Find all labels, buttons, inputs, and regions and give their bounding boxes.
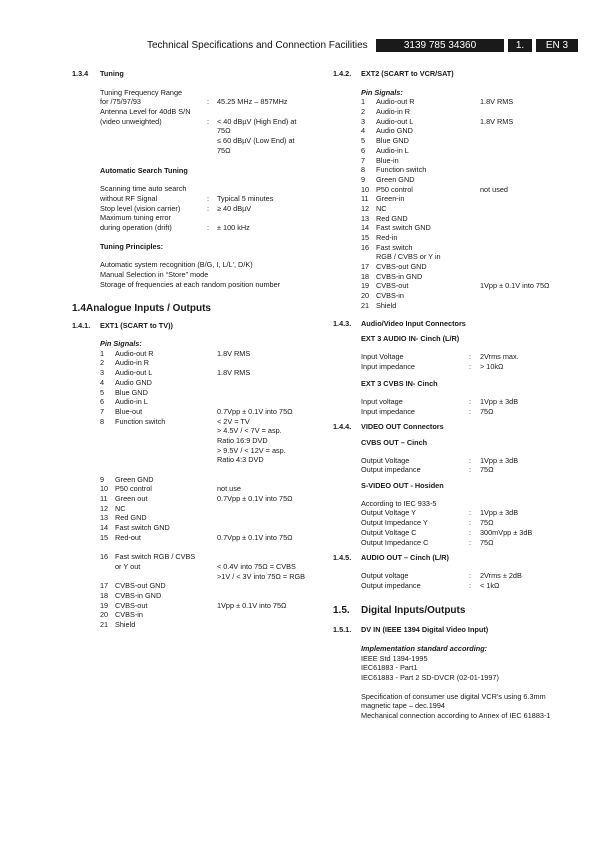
pin-value: 1Vpp ± 0.1V into 75Ω [480,281,550,291]
spec-value: 1Vpp ± 3dB [480,508,519,518]
pin-number: 6 [361,145,366,155]
pin-number: 21 [100,620,109,629]
pin-value: 1.8V RMS [480,97,514,107]
pin-row [333,301,583,311]
spec-row [333,362,583,372]
text-line-content: Storage of frequencies at each random position number [100,279,281,289]
spec-label: Input impedance [361,361,415,371]
pin-signal: Audio-in L [376,145,409,155]
pin-signal: CVBS-out GND [115,581,166,591]
pin-signal: CVBS-in GND [376,271,423,281]
spec-value: 75Ω [217,145,231,155]
pin-signal: Audio-out L [376,116,414,126]
pin-signal: Shield [115,620,136,629]
pin-value: < 2V = TV [217,416,250,426]
spec-label: Stop level (vision carrier) [100,203,181,213]
pin-number: 17 [361,262,370,272]
pin-signal: Blue GND [376,136,409,146]
pin-row [333,165,583,175]
spec-row [333,508,583,518]
spec-label: for /75/97/93 [100,97,141,107]
pin-number: 1 [100,348,105,358]
ext3-cvbs-heading: EXT 3 CVBS IN- Cinch [361,379,438,389]
pin-number: 3 [100,368,105,378]
spec-value: 2Vrms ± 2dB [480,570,522,580]
section-1-4-2-heading: 1.4.2. EXT2 (SCART to VCR/SAT) [333,69,454,78]
pin-row [72,552,322,562]
text-line [333,663,583,673]
pin-row [333,126,583,136]
spec-row [333,571,583,581]
pin-row [72,513,322,523]
pin-row [333,194,583,204]
spec-label: Input Voltage [361,351,404,361]
pin-number: 19 [100,600,109,610]
pin-row [72,610,322,620]
pin-signal: NC [376,203,387,213]
pin-row [72,368,322,378]
pin-number: 8 [100,416,105,426]
pin-row [333,281,583,291]
page-number-badge: 1. [508,39,532,52]
pin-number: 20 [361,291,370,301]
pin-number: 17 [100,581,109,591]
pin-row [72,523,322,533]
pin-signal: CVBS-out [115,600,148,610]
spec-colon: : [469,465,472,475]
pin-signal: Green GND [376,174,415,184]
spec-value: ± 100 kHz [217,222,250,232]
text-line [333,673,583,683]
spec-row [333,397,583,407]
pin-signal: P50 control [115,484,152,494]
pin-number: 16 [100,552,109,562]
spec-colon: : [469,537,472,547]
pin-value: > 9.5V / < 12V = asp. [217,445,286,455]
spec-value: > 10kΩ [480,361,504,371]
pin-signal: Audio-out R [115,348,154,358]
pin-value: not use [217,484,241,494]
pin-signal: Audio GND [376,126,413,136]
pin-row [72,349,322,359]
spec-colon: : [469,455,472,465]
pin-number: 14 [100,523,109,533]
text-line [333,711,583,721]
pin-row [333,185,583,195]
pin-row [333,156,583,166]
s-video-standard-note: According to IEC 933-5 [361,498,437,508]
pin-signal: Blue-in [376,155,399,165]
spec-colon: : [207,97,210,107]
spec-row [333,352,583,362]
spec-row [333,465,583,475]
pin-signal: Green GND [115,474,154,484]
s-video-out-spec-list [333,508,583,547]
pin-row [72,436,322,446]
pin-number: 6 [100,397,105,407]
text-line [72,280,322,290]
pin-value: Ratio 4:3 DVD [217,455,264,465]
auto-search-spec-list [72,184,322,232]
pin-row [72,504,322,514]
pin-number: 3 [361,116,366,126]
spec-label: during operation (drift) [100,222,172,232]
spec-value: 75Ω [480,537,494,547]
pin-signal: Fast switch [376,242,413,252]
pin-row [333,291,583,301]
spec-colon: : [469,570,472,580]
pin-row [72,397,322,407]
auto-search-heading: Automatic Search Tuning [100,165,188,175]
pin-row [333,97,583,107]
pin-row [333,204,583,214]
pin-signal: Fast switch RGB / CVBS [115,552,196,562]
pin-value: 0.7Vpp ± 0.1V into 75Ω [217,494,293,504]
ext3-cvbs-spec-list [333,397,583,416]
s-video-out-heading: S-VIDEO OUT - Hosiden [361,481,444,491]
tuning-principles-heading: Tuning Principles: [100,241,164,251]
pin-row [333,117,583,127]
implementation-standard-heading: Implementation standard according: [361,643,488,653]
spec-row [72,107,322,117]
section-1-4-5-heading: 1.4.5. AUDIO OUT – Cinch (L/R) [333,553,449,563]
pin-row [333,262,583,272]
text-line-content: magnetic tape – dec.1994 [361,701,445,711]
pin-number: 16 [361,242,370,252]
specification-note [333,692,583,721]
pin-row [72,407,322,417]
pin-value: not used [480,184,508,194]
pin-number: 12 [361,203,370,213]
spec-label: Output Voltage Y [361,508,417,518]
pin-signal: CVBS-out [376,281,409,291]
right-column [333,69,583,721]
pin-value: 1Vpp ± 0.1V into 75Ω [217,600,287,610]
pin-signal: CVBS-in [376,291,404,301]
spec-value: 75Ω [480,465,494,475]
pin-number: 5 [100,387,105,397]
pin-value: 1.8V RMS [217,368,251,378]
spec-label: Input voltage [361,396,403,406]
spec-row [72,146,322,156]
pin-row [333,223,583,233]
text-line-content: Manual Selection in “Store” mode [100,270,209,279]
pin-signal: P50 control [376,184,413,194]
spec-label: Output Impedance C [361,537,429,547]
pin-number: 4 [100,377,105,387]
text-line-content: IEC61883 - Part1 [361,663,418,673]
pin-signal: or Y out [115,561,141,571]
pin-number: 4 [361,126,366,136]
pin-value: >1V / < 3V into 75Ω = RGB [217,571,306,581]
pin-value: > 4.5V / < 7V = asp. [217,426,282,436]
pin-row [333,243,583,253]
pin-value: 0.7Vpp ± 0.1V into 75Ω [217,406,293,416]
pin-number: 15 [100,532,109,542]
pin-number: 5 [361,136,366,146]
pin-number: 13 [361,213,370,223]
spec-label: Output Voltage [361,455,410,465]
pin-signal: Fast switch GND [376,223,431,233]
spec-value: ≤ 60 dBµV (Low End) at [217,136,295,146]
pin-row [72,581,322,591]
spec-colon: : [469,580,472,590]
pin-number: 7 [361,155,366,165]
spec-row [72,97,322,107]
spec-label: Maximum tuning error [100,213,171,223]
pin-number: 10 [361,184,370,194]
text-line [333,654,583,664]
pin-value: 1.8V RMS [217,348,251,358]
pin-signal: Red-in [376,233,398,242]
spec-colon: : [469,351,472,361]
spec-label: Input impedance [361,406,415,416]
ext1-pin-table [72,349,322,630]
tuning-principles-list [72,260,322,289]
spec-colon: : [469,527,472,537]
pin-signal: Red GND [376,213,408,223]
pin-number: 20 [100,610,109,620]
pin-signal: Shield [376,300,397,310]
pin-row [72,455,322,465]
section-1-4-heading: 1.4 Analogue Inputs / Outputs [72,303,211,315]
spec-row [72,223,322,233]
tuning-spec-list [72,88,322,156]
spec-value: 45.25 MHz – 857MHz [217,97,288,107]
spec-row [333,528,583,538]
pin-row [72,562,322,572]
pin-number: 2 [361,107,366,117]
pin-row [72,358,322,368]
pin-signal: Audio-in R [115,358,150,368]
text-line-content: IEEE Std 1394-1995 [361,653,428,663]
pin-signal: CVBS-in [115,610,143,620]
pin-value: < 0.4V into 75Ω = CVBS [217,561,296,571]
pin-number: 15 [361,233,370,242]
spec-row [72,117,322,127]
section-1-4-3-heading: 1.4.3. Audio/Video Input Connectors [333,318,466,328]
ext3-audio-spec-list [333,352,583,371]
text-line-content: Mechanical connection according to Annex of IEC 61883-1 [361,711,551,721]
spec-label: Output Impedance Y [361,518,428,528]
pin-signal: Fast switch GND [115,523,170,533]
spec-row [72,126,322,136]
pin-number: 8 [361,165,366,175]
spec-row [333,456,583,466]
spec-row [72,136,322,146]
pin-row [72,484,322,494]
spec-row [333,538,583,548]
spec-value: < 40 dBµV (High End) at [217,116,297,126]
cvbs-out-heading: CVBS OUT – Cinch [361,438,428,447]
text-line [333,692,583,702]
pin-signal: Audio-out L [115,368,153,378]
pin-row [72,475,322,485]
pin-row [72,465,322,475]
pin-row [72,378,322,388]
pin-row [72,591,322,601]
pin-number: 9 [100,474,105,484]
text-line [72,260,322,270]
pin-signal: Audio-in R [376,107,411,117]
ext2-pin-table [333,97,583,310]
section-1-3-4-heading: 1.3.4 Tuning [72,69,124,78]
pin-row [333,214,583,224]
spec-row [72,204,322,214]
spec-label: Output voltage [361,570,409,580]
pin-row [333,252,583,262]
ext1-pin-signals-heading: Pin Signals: [100,339,142,349]
ext3-audio-heading: EXT 3 AUDIO IN- Cinch (L/R) [361,334,460,344]
spec-colon: : [469,361,472,371]
pin-signal: Blue-out [115,406,143,416]
spec-colon: : [207,203,210,213]
spec-row [333,407,583,417]
spec-colon: : [207,193,210,203]
pin-row [72,543,322,553]
spec-value: ≥ 40 dBµV [217,203,252,213]
spec-label: Scanning time auto search [100,184,187,194]
pin-row [333,136,583,146]
spec-label: Antenna Level for 40dB S/N [100,107,191,117]
section-1-4-1-heading: 1.4.1. EXT1 (SCART to TV)) [72,321,173,331]
spec-label: Output Voltage C [361,527,417,537]
pin-number: 11 [361,194,369,204]
pin-signal: Blue GND [115,387,148,397]
left-column [72,69,322,630]
text-line-content: Automatic system recognition (B/G, I, L/L', D/K) [100,260,253,270]
pin-value: Ratio 16:9 DVD [217,435,268,445]
pin-row [333,146,583,156]
spec-value: < 1kΩ [480,580,500,590]
pin-signal: Green-in [376,194,405,204]
doc-code-badge: 3139 785 34360 [376,39,504,52]
spec-value: 1Vpp ± 3dB [480,396,519,406]
pin-number: 2 [100,358,105,368]
audio-out-spec-list [333,571,583,590]
pin-number: 21 [361,300,370,310]
text-line-content: Specification of consumer use digital VCR's using 6.3mm [361,691,546,701]
pin-signal: Green out [115,494,148,504]
spec-value: 2Vrms max. [480,351,519,361]
spec-row [333,581,583,591]
spec-value: Typical 5 minutes [217,193,274,203]
spec-label: Output impedance [361,465,421,475]
pin-number: 14 [361,223,370,233]
pin-signal: Function switch [376,165,427,175]
pin-row [72,533,322,543]
pin-number: 12 [100,503,109,513]
pin-row [333,175,583,185]
section-1-5-1-heading: 1.5.1. DV IN (IEEE 1394 Digital Video Input) [333,625,489,635]
spec-label: Output impedance [361,580,421,590]
header-title: Technical Specifications and Connection Facilities [147,40,368,51]
spec-label: without RF Signal [100,193,158,203]
pin-number: 19 [361,281,370,291]
pin-signal: Function switch [115,416,166,426]
spec-value: 75Ω [217,126,231,136]
section-1-5-heading: 1.5. Digital Inputs/Outputs [333,605,466,617]
pin-number: 9 [361,174,366,184]
pin-row [72,388,322,398]
spec-row [72,213,322,223]
text-line [333,701,583,711]
spec-colon: : [207,222,210,232]
spec-colon: : [469,406,472,416]
pin-signal: Audio-out R [376,97,415,107]
pin-number: 18 [100,590,109,600]
pin-row [72,601,322,611]
pin-signal: Red GND [115,513,147,523]
language-badge: EN 3 [536,39,578,52]
cvbs-out-spec-list [333,456,583,475]
pin-row [72,494,322,504]
pin-signal: CVBS-in GND [115,590,162,600]
pin-number: 1 [361,97,366,107]
pin-row [333,233,583,243]
spec-colon: : [469,396,472,406]
spec-colon: : [469,518,472,528]
pin-value: 1.8V RMS [480,116,514,126]
spec-value: 1Vpp ± 3dB [480,455,519,465]
pin-row [72,417,322,427]
spec-value: 75Ω [480,406,494,416]
spec-label: (video unweighted) [100,116,162,126]
pin-signal: Red-out [115,532,141,542]
pin-row [72,426,322,436]
text-line [72,270,322,280]
spec-colon: : [207,116,210,126]
pin-signal: Audio GND [115,377,152,387]
pin-row [72,572,322,582]
implementation-standard-list [333,654,583,683]
spec-colon: : [469,508,472,518]
spec-row [72,88,322,98]
spec-row [72,184,322,194]
section-1-4-4-heading: 1.4.4. VIDEO OUT Connectors [333,422,444,432]
pin-number: 11 [100,494,108,504]
pin-signal: NC [115,503,126,513]
pin-number: 13 [100,513,109,523]
pin-value: 0.7Vpp ± 0.1V into 75Ω [217,532,293,542]
pin-row [72,446,322,456]
spec-row [72,194,322,204]
spec-label: Tuning Frequency Range [100,87,183,97]
spec-row [333,518,583,528]
ext2-pin-signals-heading: Pin Signals: [361,87,403,97]
pin-number: 18 [361,271,370,281]
pin-signal: Audio-in L [115,397,148,407]
pin-signal: RGB / CVBS or Y in [376,252,441,262]
pin-row [333,272,583,282]
pin-number: 7 [100,406,105,416]
pin-row [72,620,322,630]
pin-row [333,107,583,117]
pin-number: 10 [100,484,109,494]
pin-signal: CVBS-out GND [376,262,427,272]
spec-value: 300mVpp ± 3dB [480,527,533,537]
text-line-content: IEC61883 - Part 2 SD-DVCR (02-01-1997) [361,673,499,682]
spec-value: 75Ω [480,518,494,528]
